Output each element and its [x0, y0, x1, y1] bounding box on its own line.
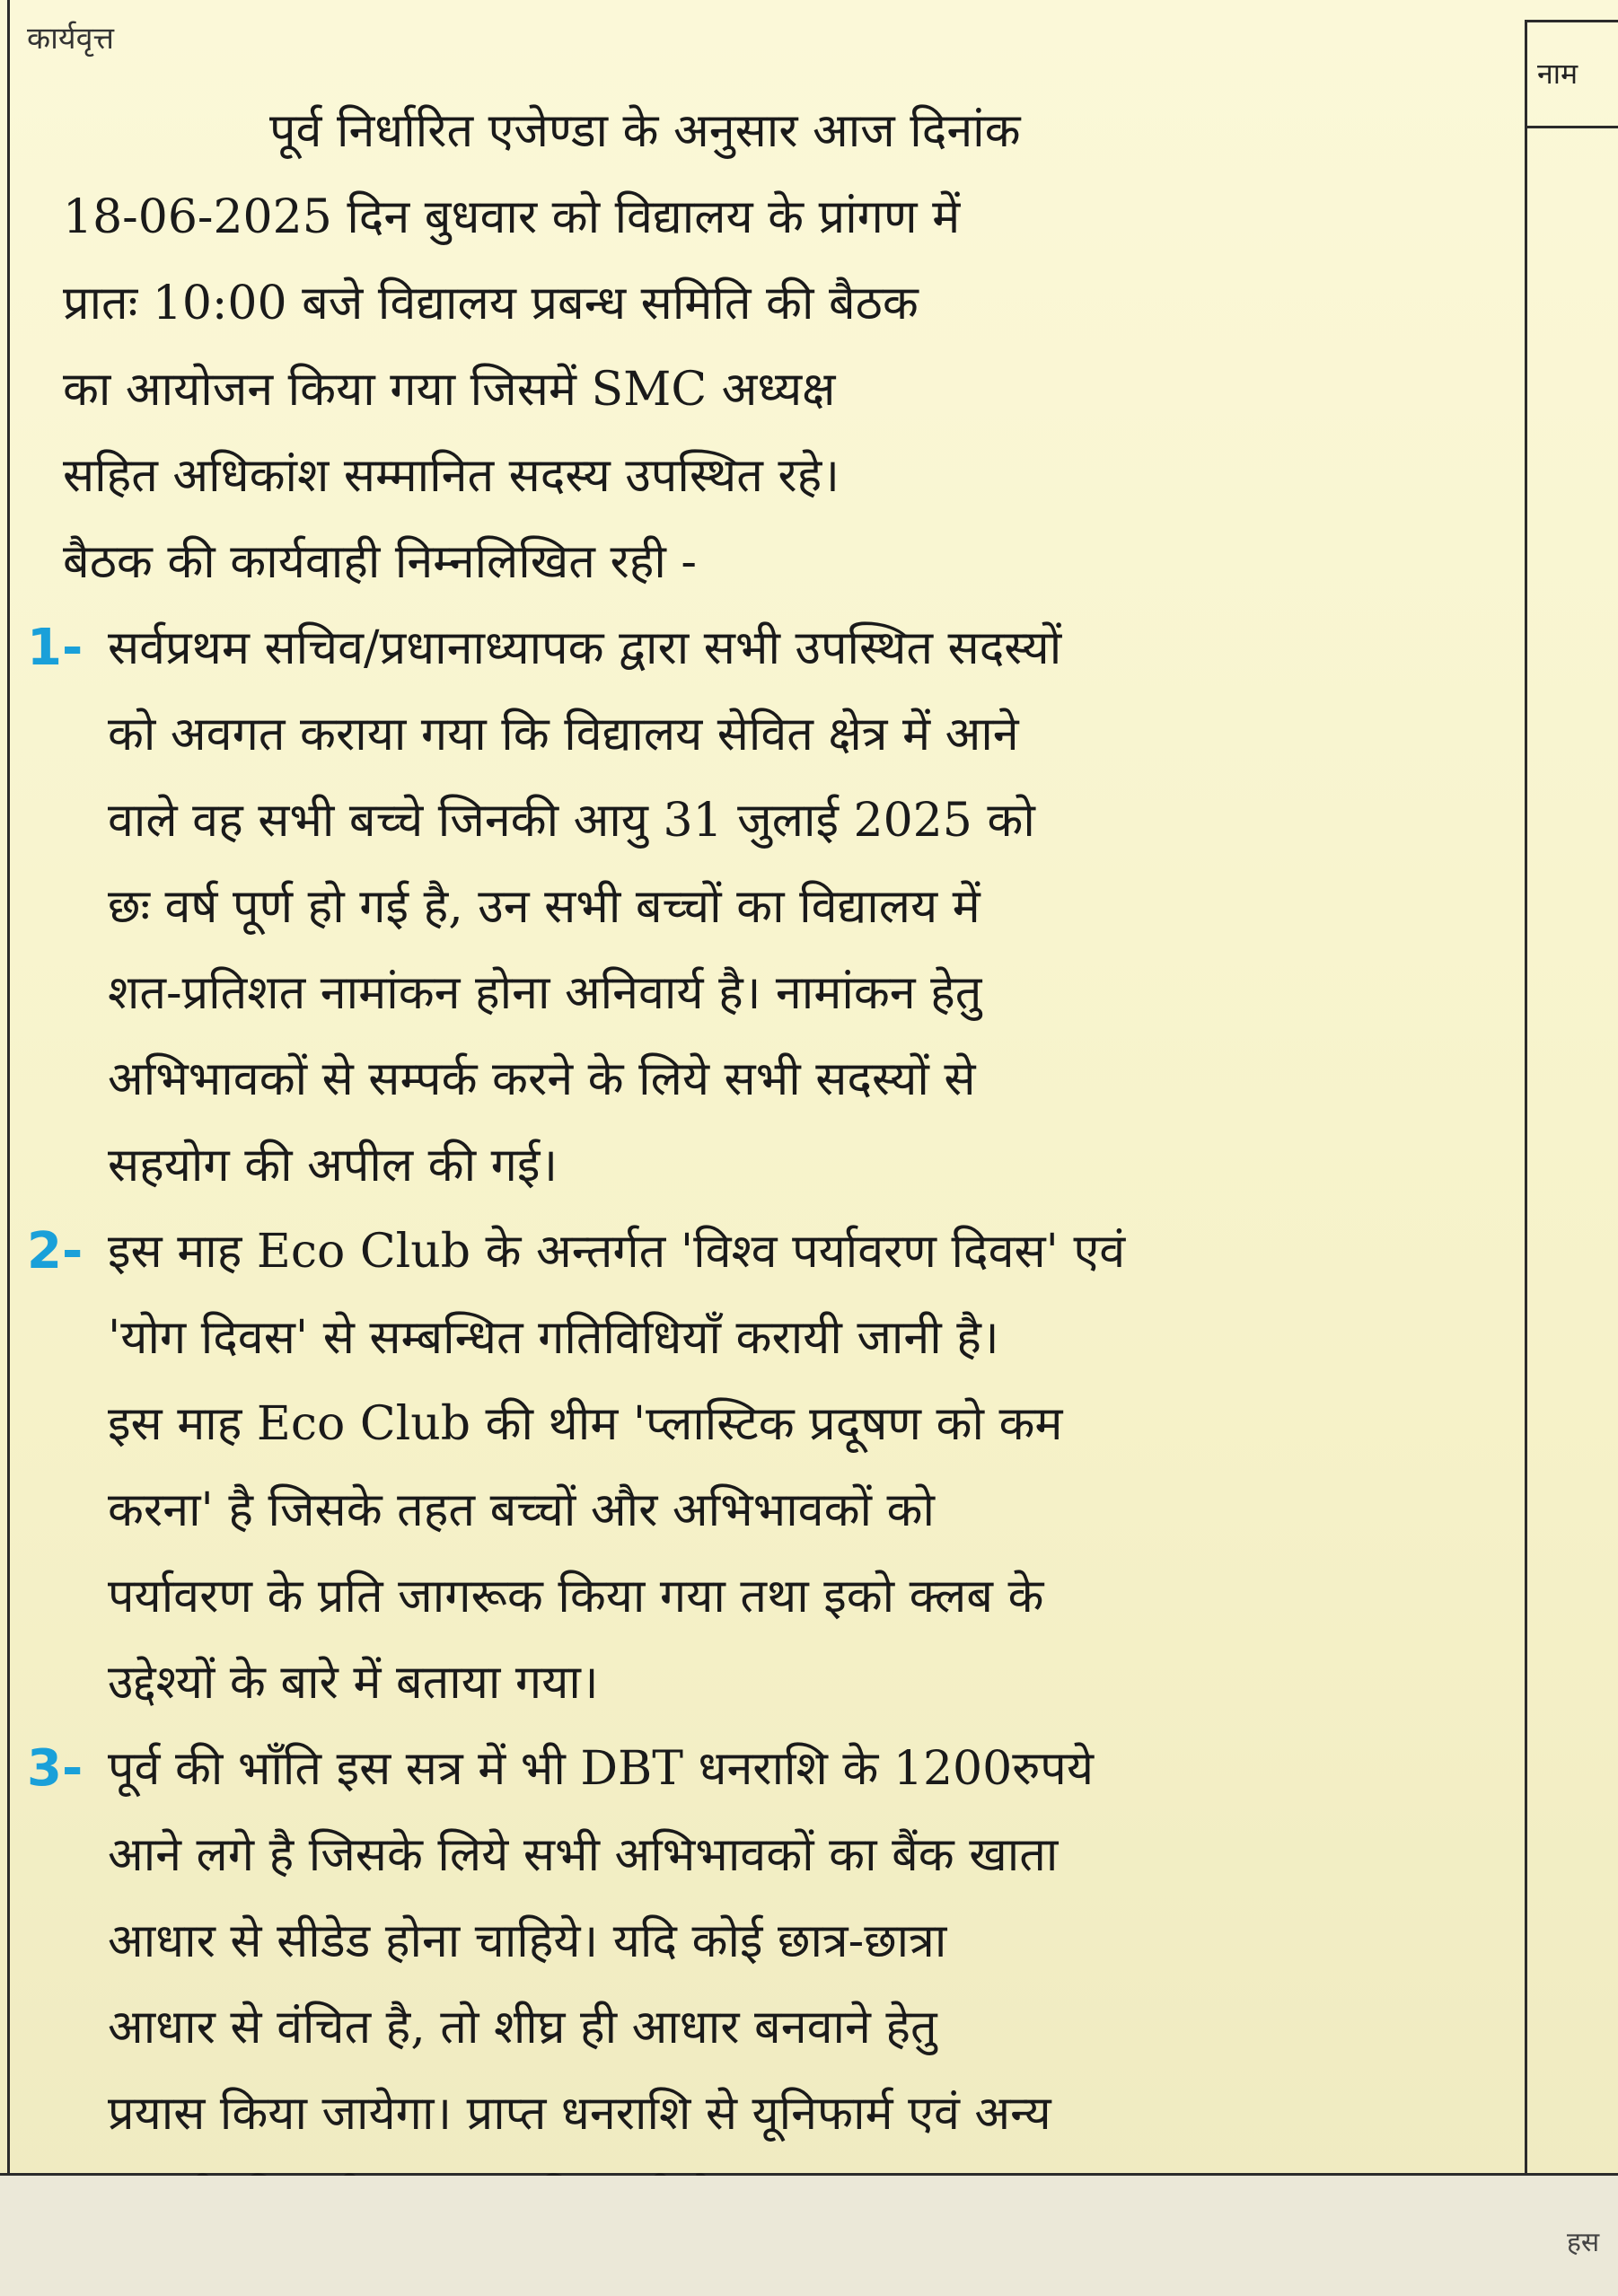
agenda-item-2 [27, 1209, 1508, 1726]
item-line: आधार से वंचित है, तो शीघ्र ही आधार बनवाने हेतु [108, 2001, 937, 2054]
item-line: पूर्व की भाँति इस सत्र में भी DBT धनराशि के 1200रुपये [108, 1742, 1094, 1796]
item-line: 'योग दिवस' से सम्बन्धित गतिविधियाँ करायी जानी है। [108, 1311, 999, 1365]
item-line: पर्यावरण के प्रति जागरूक किया गया तथा इको क्लब के [108, 1570, 1044, 1623]
item-line: आधार से सीडेड होना चाहिये। यदि कोई छात्र-छात्रा [108, 1914, 947, 1968]
agenda-item-3 [27, 1726, 1508, 2243]
item-line: शत-प्रतिशत नामांकन होना अनिवार्य है। नामांकन हेतु [108, 966, 982, 1020]
item-line: आने लगे है जिसके लिये सभी अभिभावकों का बैंक खाता [108, 1828, 1059, 1882]
item-line: अभिभावकों से सम्पर्क करने के लिये सभी सदस्यों से [108, 1052, 976, 1106]
item-line: सहयोग की अपील की गई। [108, 1139, 558, 1192]
item-line: इस माह Eco Club की थीम 'प्लास्टिक प्रदूषण को कम [108, 1397, 1063, 1451]
margin-line-right [1525, 20, 1527, 2175]
item-line: वाले वह सभी बच्चे जिनकी आयु 31 जुलाई 2025 को [108, 794, 1035, 848]
item-number: 1- [27, 619, 84, 677]
page-heading: कार्यवृत्त [27, 21, 115, 57]
item-line: करना' है जिसके तहत बच्चों और अभिभावकों को [108, 1483, 935, 1537]
intro-line: पूर्व निर्धारित एजेण्डा के अनुसार आज दिनांक [269, 104, 1021, 158]
name-column-header-line [1525, 126, 1618, 128]
item-line: को अवगत कराया गया कि विद्यालय सेवित क्षेत्र में आने [108, 708, 1019, 761]
intro-line: 18-06-2025 दिन बुधवार को विद्यालय के प्रांगण में [63, 190, 961, 244]
item-number: 2- [27, 1222, 84, 1280]
name-column-heading: नाम [1537, 57, 1578, 91]
intro-line: बैठक की कार्यवाही निम्नलिखित रही - [63, 535, 697, 589]
item-line: प्रयास किया जायेगा। प्राप्त धनराशि से यूनिफार्म एवं अन्य [108, 2087, 1051, 2141]
margin-line-left [7, 0, 10, 2173]
footer-partial-text: हस [1567, 2227, 1600, 2258]
item-line: छः वर्ष पूर्ण हो गई है, उन सभी बच्चों का विद्यालय में [108, 880, 980, 934]
page-footer-area [0, 2176, 1618, 2296]
item-number: 3- [27, 1739, 84, 1798]
agenda-item-1 [27, 605, 1508, 1209]
minutes-body [27, 88, 1508, 2243]
item-line: सर्वप्रथम सचिव/प्रधानाध्यापक द्वारा सभी उपस्थित सदस्यों [108, 621, 1062, 675]
name-column-top-line [1525, 20, 1618, 22]
intro-line: सहित अधिकांश सम्मानित सदस्य उपस्थित रहे। [63, 449, 840, 503]
item-line: उद्देश्यों के बारे में बताया गया। [108, 1656, 599, 1710]
item-line: इस माह Eco Club के अन्तर्गत 'विश्व पर्यावरण दिवस' एवं [108, 1225, 1126, 1279]
intro-line: प्रातः 10:00 बजे विद्यालय प्रबन्ध समिति की बैठक [63, 277, 919, 330]
intro-line: का आयोजन किया गया जिसमें SMC अध्यक्ष [63, 363, 836, 417]
